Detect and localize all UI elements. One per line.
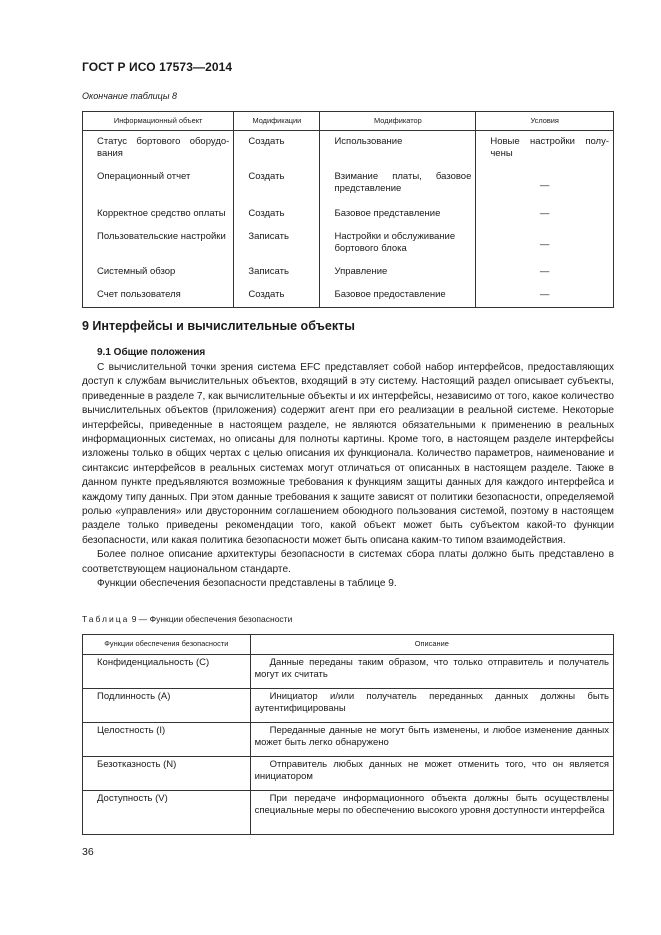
subsection-title: 9.1 Общие положения <box>97 347 206 358</box>
table9-cell-function: Безотказность (N) <box>83 756 251 790</box>
table8-col-header: Информационный объект <box>83 112 234 131</box>
table9-cell-function: Целостность (I) <box>83 722 251 756</box>
paragraph: С вычислительной точки зрения система EFC представляет собой набор интерфейсов, предоставляющих доступ к службам вычислительных объектов, входящий в эту систему. Настоящий раздел описывает субъекты, приведенные в разделе 7, как вычислительные объекты и их интерфейсы, независимо от того, какое количество вычислительных объектов (приложения) содержит агент при его реализации в реальной системе. Некоторые интерфейсы, приведенные в настоящем разделе, не являются обязательными к применению в реальных информационных системах, но описаны для полноты картины. Кроме того, в настоящем разделе интерфейсы изложены только в общих чертах с целью описания их функционала. Количество параметров, наименование и синтаксис интерфейсов в реальных системах могут отличаться от описанных в настоящем разделе. Также в данном пункте предъявляются возможные требования к функциям защиты данных для каждого интерфейса и каждому типу данных. При этом данные требования к защите зависят от политики безопасности, определяемой ролью «управления» или двусторонним соглашением обоюдного пользования системой, поэтому в настоящем разделе только приведены рекомендации того, какой объект может быть субъектом какой-то функции безопасности, или какая политика безопасности может быть описана каким-то типом взаимодействия. <box>82 362 614 546</box>
table8-cell-condition: Новые настройки полу- чены <box>476 131 614 168</box>
table8-cell-modifier: Управление <box>320 263 476 286</box>
document-header: ГОСТ Р ИСО 17573—2014 <box>82 60 233 74</box>
paragraph: Более полное описание архитектуры безопасности в системах сбора платы должно быть представлено в соответствующем национальном стандарте. <box>82 549 614 575</box>
table8-col-header: Модификатор <box>320 112 476 131</box>
table9-cell-description: Инициатор и/или получатель переданных данных должны быть аутентифицированы <box>250 688 613 722</box>
table8-header-row <box>83 112 614 131</box>
table8-cell-object: Корректное средство оплаты <box>83 205 234 228</box>
table8-cell-condition: — <box>476 228 614 263</box>
table8-row <box>83 205 614 228</box>
table8-cell-object: Операционный отчет <box>83 168 234 205</box>
table9-row <box>83 756 614 790</box>
page-number: 36 <box>82 846 94 858</box>
table8-cell-condition: — <box>476 263 614 286</box>
table9-caption-text: 9 — Функции обеспечения безопасности <box>129 614 293 624</box>
table9-caption-label: Таблица <box>82 614 130 624</box>
table9-row <box>83 790 614 834</box>
table8-cell-condition: — <box>476 205 614 228</box>
table9-cell-description: Данные переданы таким образом, что только отправитель и получатель могут их считать <box>250 654 613 688</box>
table8-row <box>83 228 614 263</box>
table8-cell-modifier: Настройки и обслуживание бортового блока <box>320 228 476 263</box>
table8-cell-condition: — <box>476 286 614 308</box>
table8-cell-modification: Создать <box>234 286 320 308</box>
table9-cell-description: Переданные данные не могут быть изменены, и любое изменение данных может быть легко обнаружено <box>250 722 613 756</box>
table8-cell-object: Счет пользователя <box>83 286 234 308</box>
table8-cell-modification: Создать <box>234 168 320 205</box>
table8-cell-modification: Создать <box>234 205 320 228</box>
table9-cell-function: Подлинность (А) <box>83 688 251 722</box>
table9-cell-function: Доступность (V) <box>83 790 251 834</box>
table9-row <box>83 688 614 722</box>
table8-col-header: Модификации <box>234 112 320 131</box>
table8-row <box>83 263 614 286</box>
table8-cell-object: Статус бортового оборудо- вания <box>83 131 234 168</box>
table8-cell-modification: Записать <box>234 263 320 286</box>
table8-cell-modifier: Базовое предоставление <box>320 286 476 308</box>
table8-col-header: Условия <box>476 112 614 131</box>
table8-cell-object: Пользовательские настройки <box>83 228 234 263</box>
table8-row <box>83 286 614 308</box>
table8-cell-modifier: Использование <box>320 131 476 168</box>
table9-col-header: Функции обеспечения безопасности <box>83 635 251 655</box>
table9-row <box>83 654 614 688</box>
table8-cell-modification: Записать <box>234 228 320 263</box>
table9-cell-description: Отправитель любых данных не может отменить того, что он является инициатором <box>250 756 613 790</box>
section-body <box>82 361 614 592</box>
table8-row <box>83 131 614 168</box>
table9-header-row <box>83 635 614 655</box>
table9-col-header: Описание <box>250 635 613 655</box>
table9-cell-function: Конфиденциальность (С) <box>83 654 251 688</box>
table8-row <box>83 168 614 205</box>
table8-cell-modifier: Взимание платы, базовое представление <box>320 168 476 205</box>
table9 <box>82 634 614 835</box>
table8-continuation-caption: Окончание таблицы 8 <box>82 91 177 101</box>
table9-row <box>83 722 614 756</box>
table8-cell-modification: Создать <box>234 131 320 168</box>
table9-caption <box>82 614 292 624</box>
table8-cell-object: Системный обзор <box>83 263 234 286</box>
table8 <box>82 111 614 308</box>
table8-cell-condition: — <box>476 168 614 205</box>
table9-cell-description: При передаче информационного объекта должны быть осуществлены специальные меры по обеспечению высокого уровня доступности интерфейса <box>250 790 613 834</box>
table8-cell-modifier: Базовое представление <box>320 205 476 228</box>
section-title: 9 Интерфейсы и вычислительные объекты <box>82 319 355 333</box>
paragraph: Функции обеспечения безопасности представлены в таблице 9. <box>97 578 397 590</box>
